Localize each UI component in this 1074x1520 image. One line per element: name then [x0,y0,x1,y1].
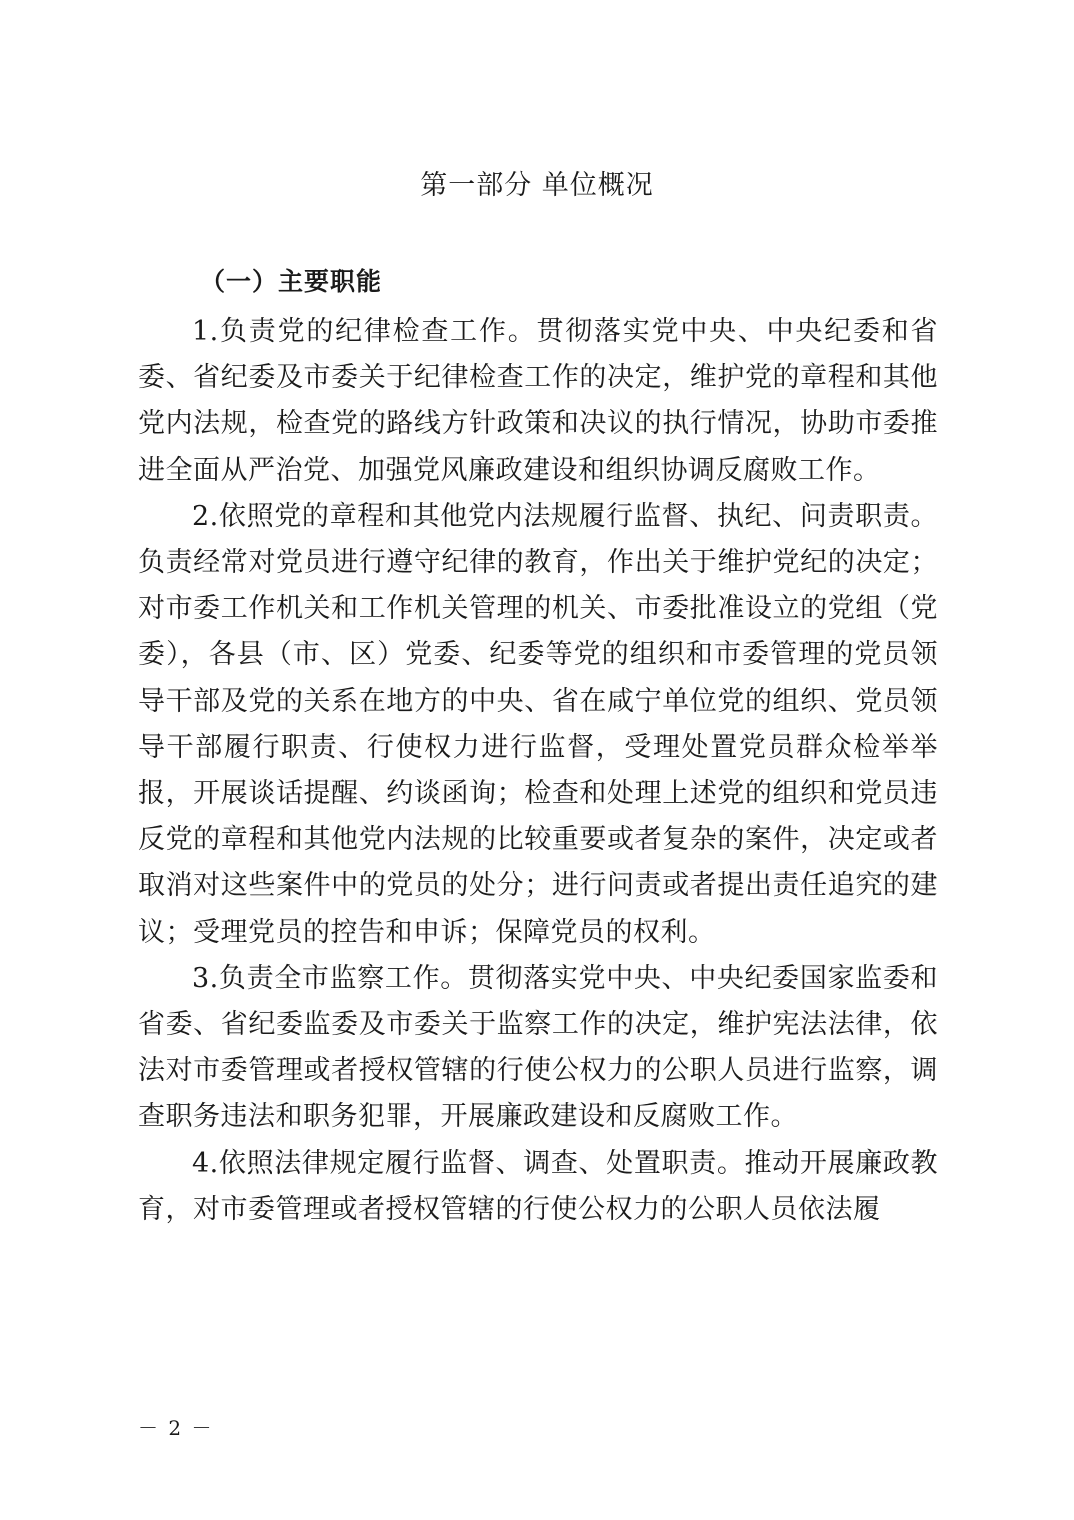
section-heading: （一）主要职能 [200,267,383,296]
body-text [138,309,938,1233]
paragraph-2: 2.依照党的章程和其他党内法规履行监督、执纪、问责职责。负责经常对党员进行遵守纪律的教育，作出关于维护党纪的决定；对市委工作机关和工作机关管理的机关、市委批准设立的党组（党委），各县（市、区）党委、纪委等党的组织和市委管理的党员领导干部及党的关系在地方的中央、省在咸宁单位党的组织、党员领导干部履行职责、行使权力进行监督，受理处置党员群众检举举报，开展谈话提醒、约谈函询；检查和处理上述党的组织和党员违反党的章程和其他党内法规的比较重要或者复杂的案件，决定或者取消对这些案件中的党员的处分；进行问责或者提出责任追究的建议；受理党员的控告和申诉；保障党员的权利。 [138,500,938,948]
paragraph-1: 1.负责党的纪律检查工作。贯彻落实党中央、中央纪委和省委、省纪委及市委关于纪律检查工作的决定，维护党的章程和其他党内法规，检查党的路线方针政策和决议的执行情况，协助市委推进全面从严治党、加强党风廉政建设和组织协调反腐败工作。 [138,316,938,486]
paragraph-3: 3.负责全市监察工作。贯彻落实党中央、中央纪委国家监委和省委、省纪委监委及市委关于监察工作的决定，维护宪法法律，依法对市委管理或者授权管辖的行使公权力的公职人员进行监察，调查职务违法和职务犯罪，开展廉政建设和反腐败工作。 [138,962,938,1133]
paragraph-4: 4.依照法律规定履行监督、调查、处置职责。推动开展廉政教育，对市委管理或者授权管辖的行使公权力的公职人员依法履 [138,1147,938,1225]
page-title: 第一部分 单位概况 [420,170,654,201]
page-number: － 2 － [138,1416,214,1440]
